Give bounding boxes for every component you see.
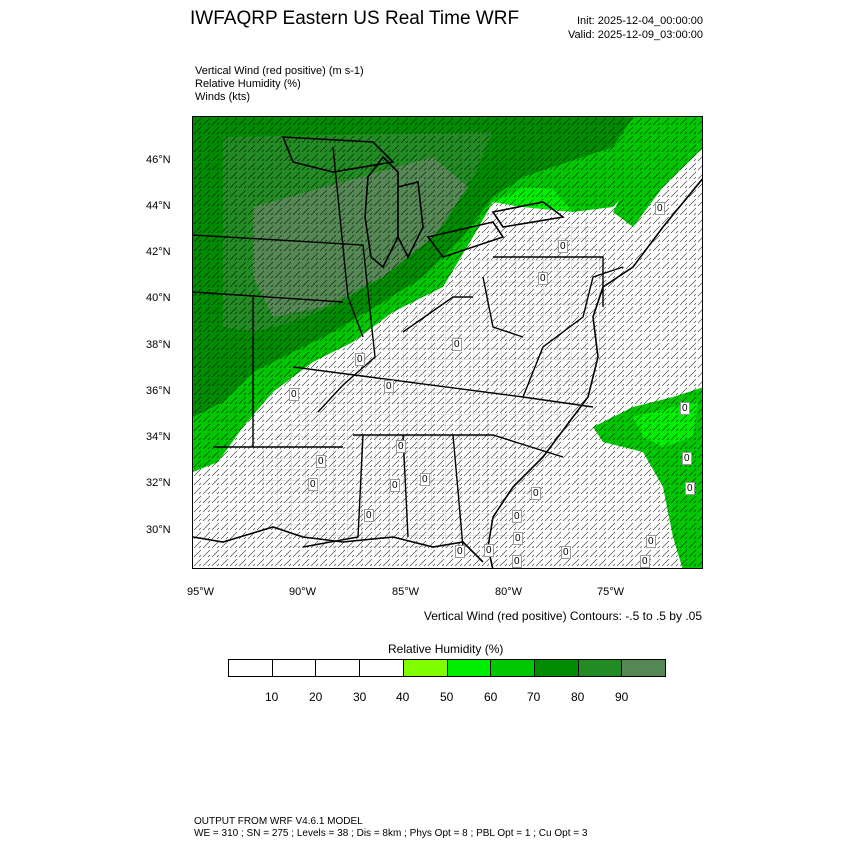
field-vertical-wind: Vertical Wind (red positive) (m s-1) [195,65,364,77]
map-title: IWFAQRP Eastern US Real Time WRF [190,8,520,29]
contour-zero-label: 0 [486,545,492,556]
contour-zero-label: 0 [515,533,521,544]
contour-zero-label: 0 [540,273,546,284]
colorbar-label: 50 [440,690,454,704]
colorbar-cell [491,660,535,676]
contour-zero-label: 0 [648,536,654,547]
contour-zero-label: 0 [684,453,690,464]
lon-label: 80°W [495,586,523,598]
colorbar-cell [316,660,360,676]
colorbar-label: 40 [396,690,410,704]
lat-label: 34°N [146,431,171,443]
lon-label: 90°W [289,586,317,598]
colorbar-label: 70 [527,690,541,704]
contour-zero-label: 0 [310,479,316,490]
contour-zero-label: 0 [560,241,566,252]
colorbar-title: Relative Humidity (%) [388,642,504,656]
colorbar-label: 90 [615,690,629,704]
field-list [195,65,364,104]
map-panel [192,116,703,569]
init-time: Init: 2025-12-04_00:00:00 [577,15,703,27]
contour-zero-label: 0 [318,456,324,467]
lat-label: 44°N [146,200,171,212]
contour-zero-label: 0 [514,556,520,567]
contour-zero-label: 0 [533,488,539,499]
colorbar [228,659,666,677]
colorbar-cell [535,660,579,676]
contour-zero-label: 0 [642,556,648,567]
contour-zero-label: 0 [657,203,663,214]
colorbar-cell [404,660,448,676]
lat-label: 36°N [146,385,171,397]
lat-label: 46°N [146,154,171,166]
contour-zero-label: 0 [454,339,460,350]
colorbar-cell [360,660,404,676]
lat-label: 30°N [146,524,171,536]
contour-zero-label: 0 [386,381,392,392]
contour-zero-label: 0 [291,389,297,400]
colorbar-cell [448,660,492,676]
contour-zero-label: 0 [457,546,463,557]
colorbar-cell [622,660,665,676]
colorbar-label: 20 [309,690,323,704]
colorbar-label: 60 [484,690,498,704]
lat-label: 32°N [146,477,171,489]
valid-time: Valid: 2025-12-09_03:00:00 [568,29,703,41]
map-svg [193,117,703,569]
lat-label: 40°N [146,292,171,304]
colorbar-cell [579,660,623,676]
contour-zero-label: 0 [357,354,363,365]
lon-label: 95°W [187,586,215,598]
model-info [194,816,587,840]
colorbar-cell [229,660,273,676]
lat-label: 38°N [146,339,171,351]
contour-zero-label: 0 [392,480,398,491]
field-winds: Winds (kts) [195,91,250,103]
contour-zero-label: 0 [687,483,693,494]
colorbar-cell [273,660,317,676]
lon-label: 85°W [392,586,420,598]
lat-label: 42°N [146,246,171,258]
contour-zero-label: 0 [563,547,569,558]
colorbar-label: 30 [353,690,367,704]
field-relative-humidity: Relative Humidity (%) [195,78,301,90]
contour-zero-label: 0 [422,474,428,485]
contour-zero-label: 0 [682,403,688,414]
contour-zero-label: 0 [398,441,404,452]
contour-zero-label: 0 [514,511,520,522]
model-settings: WE = 310 ; SN = 275 ; Levels = 38 ; Dis = 8km ; Phys Opt = 8 ; PBL Opt = 1 ; Cu Opt = 3 [194,828,588,839]
colorbar-label: 10 [265,690,279,704]
lon-label: 75°W [597,586,625,598]
contour-note: Vertical Wind (red positive) Contours: -.5 to .5 by .05 [423,609,702,623]
colorbar-label: 80 [571,690,585,704]
run-times [568,14,703,42]
model-version: OUTPUT FROM WRF V4.6.1 MODEL [194,816,363,827]
contour-zero-label: 0 [366,510,372,521]
